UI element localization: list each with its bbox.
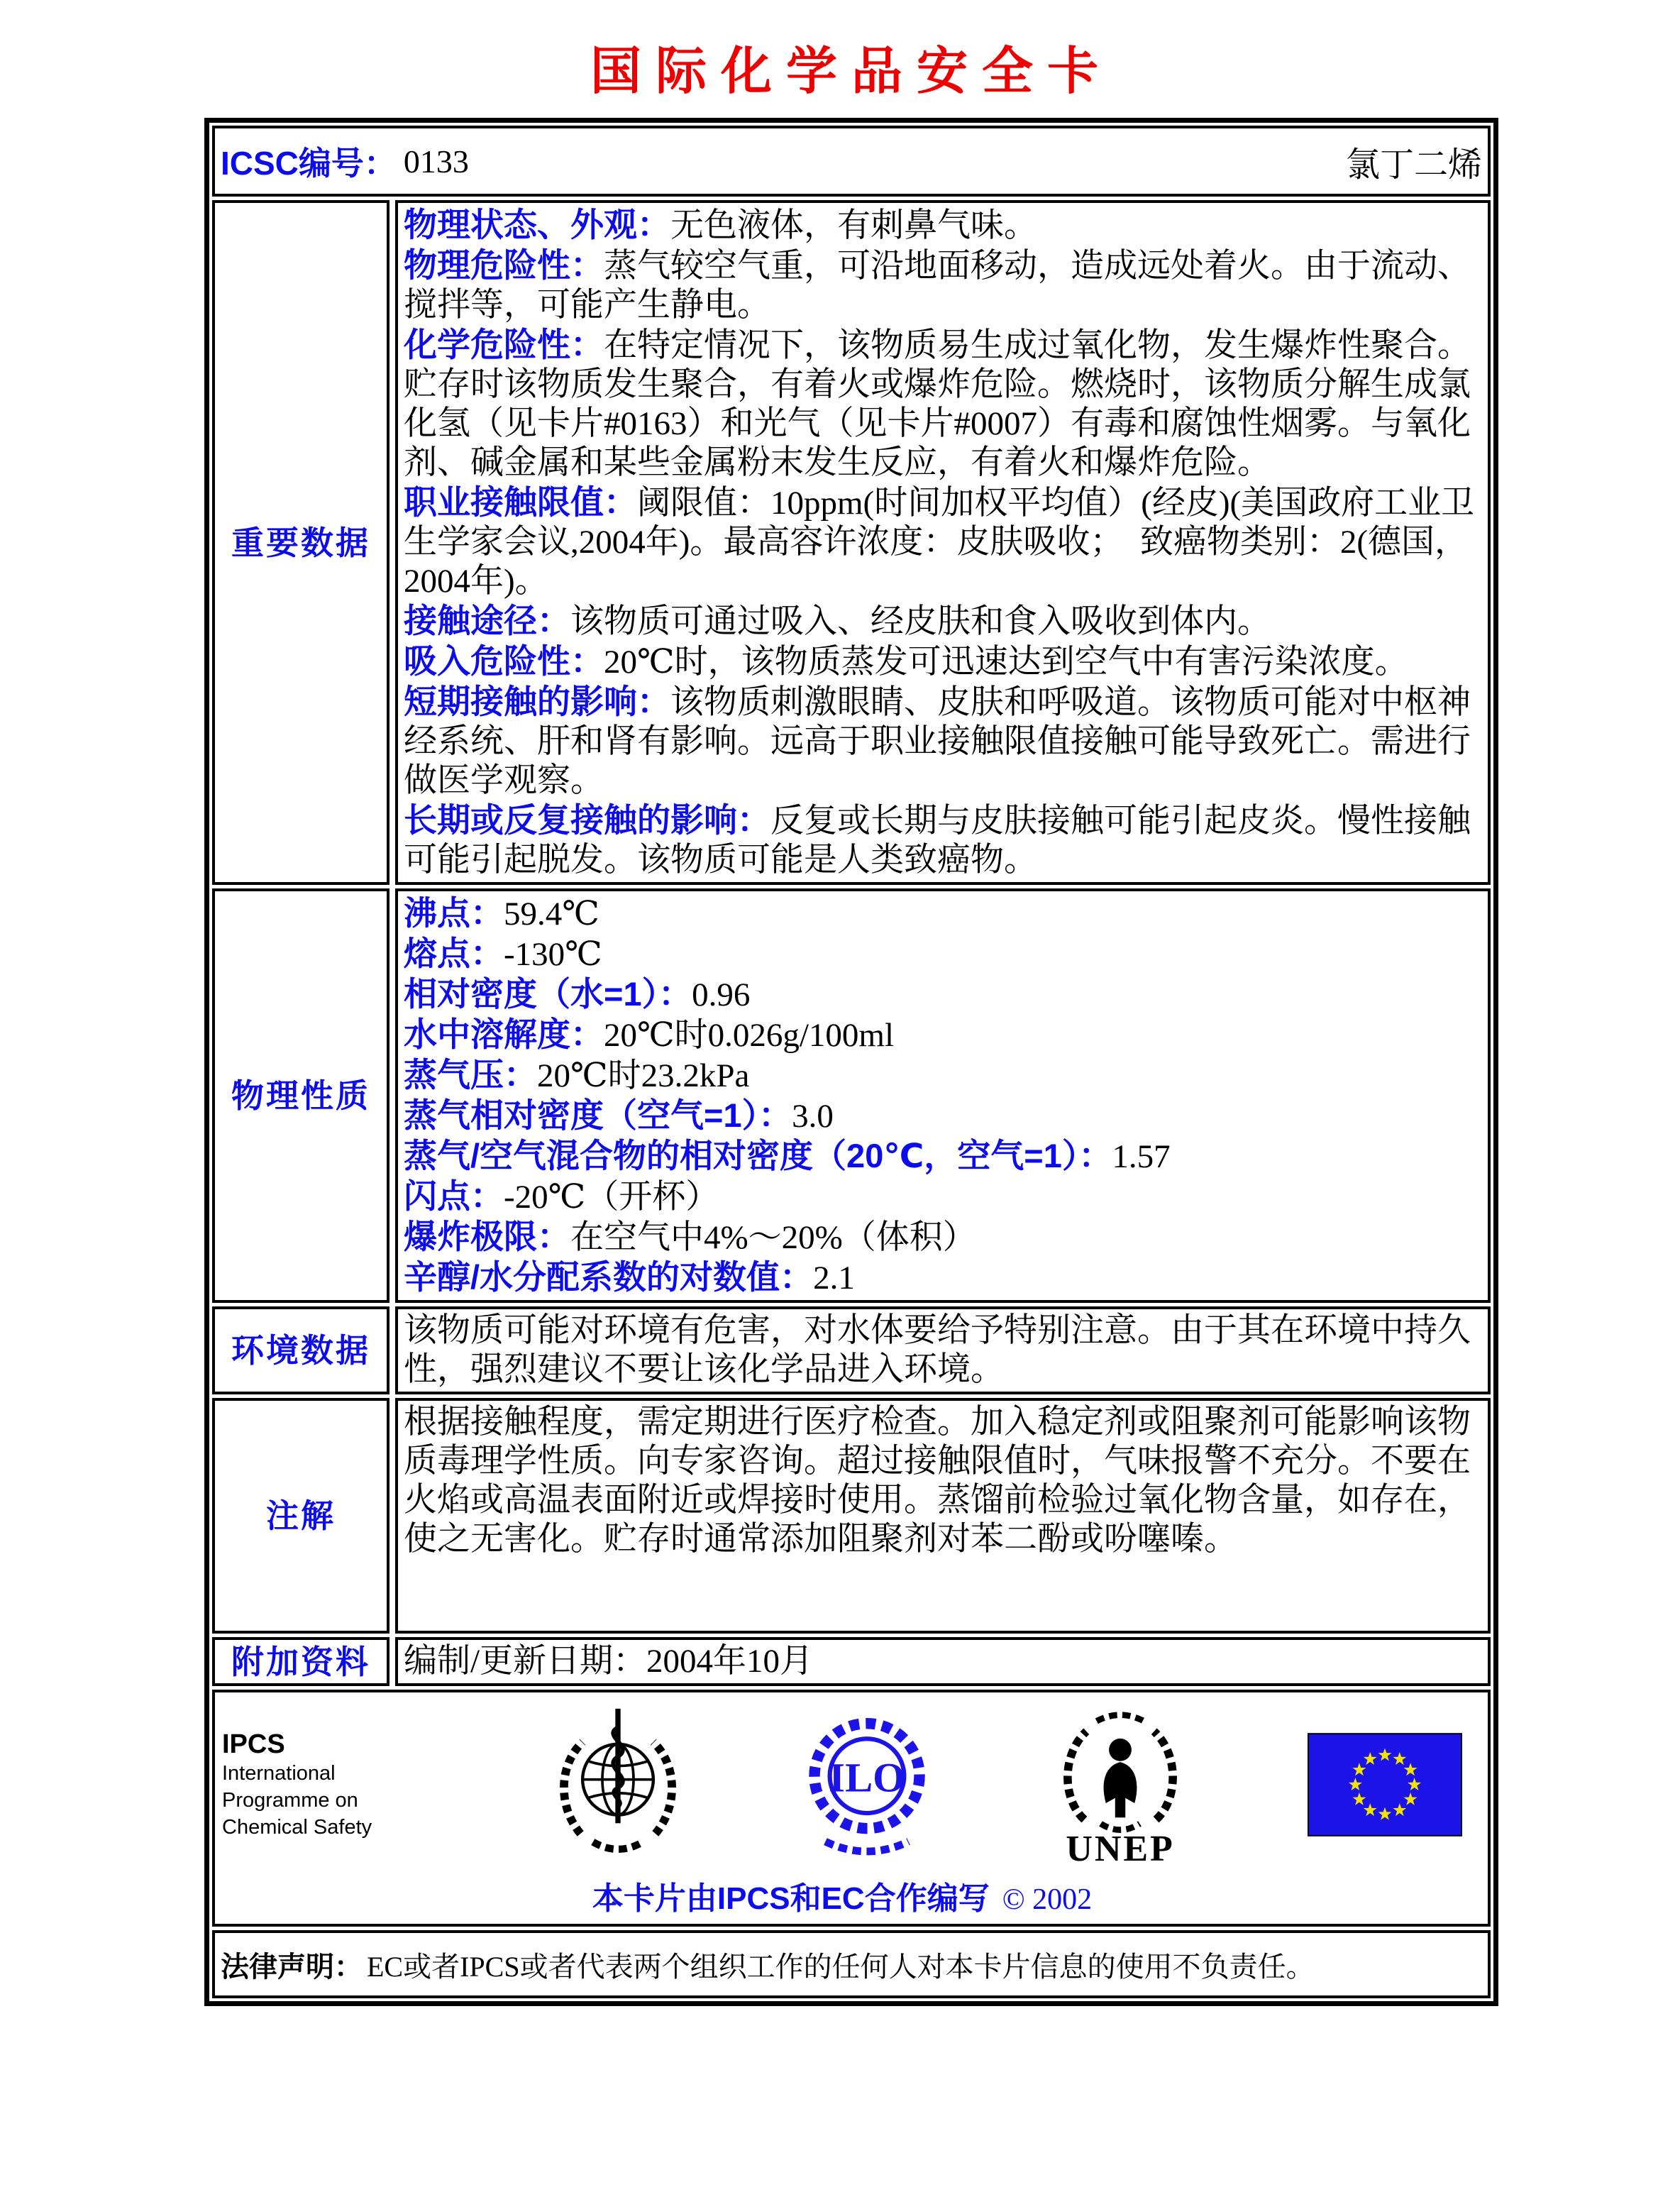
unep-logo-text: UNEP	[1066, 1829, 1175, 1867]
section-content-important-data	[395, 200, 1491, 885]
field-text: 0.96	[692, 976, 751, 1013]
chemical-name: 氯丁二烯	[1345, 145, 1482, 184]
paragraph	[404, 682, 1482, 800]
field-label: 水中溶解度：	[404, 1015, 604, 1053]
field-label: 蒸气压：	[404, 1056, 537, 1094]
paragraph	[404, 1217, 1482, 1257]
field-label: 相对密度（水=1）：	[404, 975, 692, 1013]
icsc-number-value: 0133	[403, 143, 469, 180]
cooperation-caption-text: 本卡片由IPCS和EC合作编写	[592, 1881, 990, 1916]
eu-flag-icon	[1308, 1733, 1462, 1837]
field-text: 蒸气较空气重，可沿地面移动，造成远处着火。由于流动、搅拌等，可能产生静电。	[404, 248, 1471, 324]
table-row-important-data	[212, 200, 1491, 885]
paragraph	[404, 1055, 1482, 1096]
table-row-additional-info	[212, 1637, 1491, 1686]
field-label: 蒸气相对密度（空气=1）：	[404, 1096, 792, 1134]
field-text: -130℃	[504, 936, 602, 973]
field-text: 根据接触程度，需定期进行医疗检查。加入稳定剂或阻聚剂可能影响该物质毒理学性质。向专家咨询。超过接触限值时，气味报警不充分。不要在火焰或高温表面附近或焊接时使用。蒸馏前检验过氧化物含量，如存在，使之无害化。贮存时通常添加阻聚剂对苯二酚或吩噻嗪。	[404, 1404, 1471, 1558]
field-text: 无色液体，有刺鼻气味。	[670, 207, 1037, 244]
field-text: 2.1	[813, 1260, 855, 1296]
legal-notice-label: 法律声明：	[221, 1951, 363, 1983]
table-row-logos	[212, 1690, 1491, 1927]
section-label-notes: 注解	[212, 1398, 389, 1634]
paragraph	[404, 246, 1482, 325]
page-title: 国际化学品安全卡	[590, 43, 1112, 100]
field-label: 长期或反复接触的影响：	[404, 801, 770, 839]
paragraph	[404, 325, 1482, 483]
field-label: 物理状态、外观：	[404, 206, 670, 243]
field-text: 3.0	[792, 1098, 834, 1135]
field-label: 短期接触的影响：	[404, 683, 670, 720]
ipcs-title: IPCS	[222, 1729, 285, 1759]
paragraph	[404, 1015, 1482, 1055]
field-label: 接触途径：	[404, 602, 570, 639]
field-text: -20℃（开杯）	[504, 1179, 719, 1216]
ipcs-text-block	[222, 1729, 435, 1841]
field-text: 1.57	[1112, 1138, 1171, 1175]
ilo-logo	[801, 1706, 933, 1863]
field-text: 20℃时0.026g/100ml	[604, 1017, 895, 1054]
field-text: 反复或长期与皮肤接触可能引起皮炎。慢性接触可能引起脱发。该物质可能是人类致癌物。	[404, 803, 1471, 879]
who-logo	[556, 1705, 680, 1865]
field-label: 吸入危险性：	[404, 642, 604, 680]
section-content-notes	[395, 1398, 1491, 1634]
paragraph	[404, 601, 1482, 642]
table-row-header	[212, 126, 1491, 197]
icsc-number-label: ICSC编号：	[221, 145, 397, 182]
field-text: 59.4℃	[504, 896, 599, 932]
section-label-physical-properties: 物理性质	[212, 888, 389, 1303]
legal-cell	[212, 1930, 1491, 1998]
table-row-physical-properties	[212, 888, 1491, 1303]
field-label: 蒸气/空气混合物的相对密度（20℃，空气=1）：	[404, 1137, 1112, 1174]
field-text: 该物质刺激眼睛、皮肤和呼吸道。该物质可能对中枢神经系统、肝和肾有影响。远高于职业接触限值接触可能导致死亡。需进行做医学观察。	[404, 684, 1471, 799]
field-label: 熔点：	[404, 935, 504, 972]
field-text: 20℃时23.2kPa	[537, 1057, 750, 1094]
paragraph	[404, 934, 1482, 974]
field-label: 爆炸极限：	[404, 1218, 570, 1255]
unep-logo	[1054, 1702, 1187, 1867]
section-label-additional-info: 附加资料	[212, 1637, 389, 1686]
header-cell	[212, 126, 1491, 197]
section-content-physical-properties	[395, 888, 1491, 1303]
paragraph	[404, 800, 1482, 880]
paragraph	[404, 1403, 1482, 1559]
paragraph	[404, 1096, 1482, 1136]
field-label: 闪点：	[404, 1177, 504, 1215]
field-text: 在特定情况下，该物质易生成过氧化物，发生爆炸性聚合。贮存时该物质发生聚合，有着火或爆炸危险。燃烧时，该物质分解生成氯化氢（见卡片#0163）和光气（见卡片#0007）有毒和腐蚀性烟雾。与氧化剂、碱金属和某些金属粉末发生反应，有着火和爆炸危险。	[404, 327, 1471, 481]
paragraph	[404, 642, 1482, 682]
section-content-additional-info	[395, 1637, 1491, 1686]
ilo-logo-text: ILO	[829, 1754, 905, 1801]
field-text: 该物质可通过吸入、经皮肤和食入吸收到体内。	[570, 603, 1271, 640]
logos-cell	[212, 1690, 1491, 1927]
paragraph	[404, 1136, 1482, 1177]
ipcs-subtitle-line: Chemical Safety	[222, 1816, 372, 1839]
ipcs-subtitle-line: Programme on	[222, 1789, 358, 1812]
icsc-table	[204, 118, 1498, 2006]
table-row-notes	[212, 1398, 1491, 1634]
legal-notice-text: EC或者IPCS或者代表两个组织工作的任何人对本卡片信息的使用不负责任。	[367, 1950, 1315, 1983]
section-label-important-data: 重要数据	[212, 200, 389, 885]
table-row-legal	[212, 1930, 1491, 1998]
table-row-environmental-data	[212, 1306, 1491, 1394]
ipcs-subtitle-line: International	[222, 1762, 336, 1785]
field-text: 在空气中4%～20%（体积）	[570, 1219, 976, 1256]
field-label: 职业接触限值：	[404, 483, 637, 521]
field-label: 物理危险性：	[404, 246, 604, 284]
paragraph	[404, 893, 1482, 934]
field-label: 化学危险性：	[404, 326, 604, 363]
section-label-environmental-data: 环境数据	[212, 1306, 389, 1394]
paragraph	[404, 205, 1482, 246]
paragraph	[404, 974, 1482, 1015]
copyright-year: © 2002	[1002, 1883, 1093, 1916]
paragraph	[404, 1257, 1482, 1298]
logos-strip	[222, 1702, 1462, 1867]
field-text: 编制/更新日期：2004年10月	[404, 1643, 814, 1680]
paragraph	[404, 1311, 1482, 1389]
card-content	[204, 44, 1498, 2006]
field-label: 辛醇/水分配系数的对数值：	[404, 1258, 814, 1296]
field-text: 阈限值：10ppm(时间加权平均值）(经皮)(美国政府工业卫生学家会议,2004年)。最高容许浓度：皮肤吸收； 致癌物类别：2(德国，2004年)。	[404, 485, 1475, 600]
field-label: 沸点：	[404, 894, 504, 932]
cooperation-caption	[222, 1873, 1462, 1918]
section-content-environmental-data	[395, 1306, 1491, 1394]
paragraph	[404, 483, 1482, 601]
paragraph	[404, 1642, 1482, 1681]
paragraph	[404, 1177, 1482, 1217]
field-text: 该物质可能对环境有危害，对水体要给予特别注意。由于其在环境中持久性，强烈建议不要让该化学品进入环境。	[404, 1312, 1471, 1388]
field-text: 20℃时，该物质蒸发可迅速达到空气中有害污染浓度。	[604, 644, 1408, 681]
